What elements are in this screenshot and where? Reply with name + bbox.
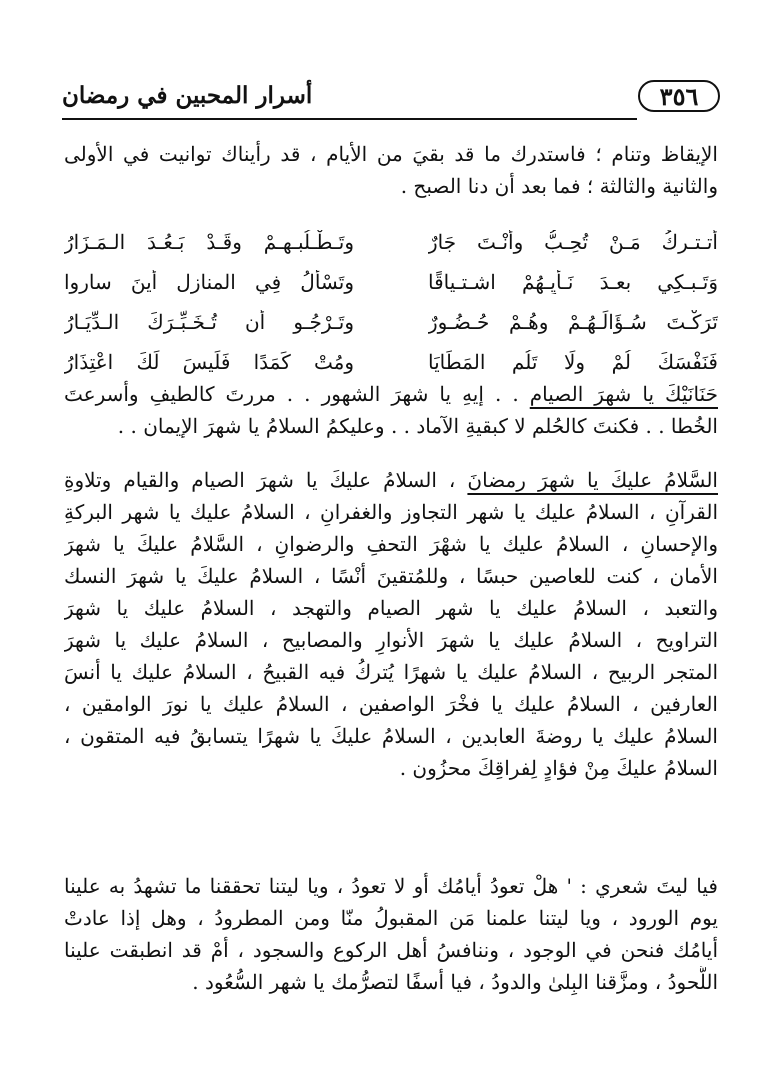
farewell-paragraph: [64, 378, 718, 442]
poem-verse: [64, 302, 718, 342]
poem-second-hemistich: وتَـطْـلُبـهـمْ وقَـدْ بَـعُـدَ الـمَـزَارُ: [64, 230, 354, 254]
text-line: المتجر الربيح ، السلامُ عليك يا شهرًا يُتركُ فيه القبيحُ ، السلامُ عليك يا أنسَ: [64, 660, 718, 684]
text-line: السلامُ عليك يا روضةَ العابدين ، السلامُ عليكَ يا شهرًا يتسابقُ فيه المتقون ،: [64, 724, 718, 748]
underlined-phrase: السَّلامُ عليكَ يا شهرَ رمضانَ: [467, 468, 718, 492]
poem-verse: [64, 342, 718, 382]
poem-first-hemistich: أَتـتـركُ مَـنْ تُحِـبُّ وأنْـتَ جَارٌ: [428, 230, 718, 254]
text-segment: . . إيهِ يا شهرَ الشهور . . مررتَ كالطيفِ وأسرعتَ: [64, 382, 530, 406]
salam-paragraph: [64, 464, 718, 784]
page-header: [62, 78, 720, 118]
text-segment: ، السلامُ عليكَ يا شهرَ الصيام والقيام وتلاوةِ: [64, 468, 468, 492]
poem-second-hemistich: وتَسْأَلُ فِي المنازِلِ أينَ ساروا: [64, 270, 354, 294]
text-line: [64, 464, 718, 496]
header-divider: [62, 118, 637, 120]
poem-first-hemistich: تَرَكْـتَ سُـؤَالَـهُـمْ وهُـمْ حُـضُـورٌ: [428, 310, 718, 334]
text-line: أيامُك فنحن في الوجود ، وننافسُ أهل الركوع والسجود ، أمْ قد انطبقت علينا: [64, 938, 718, 962]
text-line: والتعبد ، السلامُ عليك يا شهر الصيام والتهجد ، السلامُ عليك يا شهرَ: [64, 596, 718, 620]
underlined-phrase: حَنَانَيْكَ يا شهرَ الصيام: [529, 382, 718, 406]
text-line: التراويح ، السلامُ عليك يا شهرَ الأنوارِ والمصابيح ، السلامُ عليك يا شهرَ: [64, 628, 718, 652]
text-line: فيا ليتَ شعري : ' هلْ تعودُ أيامُك أو لا تعودُ ، ويا ليتنا تحققنا ما تشهدُ به علينا: [64, 874, 718, 898]
poem-second-hemistich: وتَـرْجُـو أن تُـخَـبِّـرَكَ الـدِّيَـارُ: [64, 310, 354, 334]
intro-paragraph: [64, 138, 718, 202]
poem-first-hemistich: فَنَفْسَكَ لُمْ ولَا تَلُمِ المَطَايَا: [428, 350, 718, 374]
text-line: اللُّحودُ ، ومزَّقنا البِلىٰ والدودُ ، فيا أسفًا لتصرُّمك يا شهر السُّعُود .: [192, 970, 718, 994]
text-line: السلامُ عليكَ مِنْ فؤادٍ لِفراقِكَ محزُون .: [399, 756, 718, 780]
final-paragraph: [64, 870, 718, 998]
text-line: الأمان ، كنت للعاصين حبسًا ، وللمُتقينَ أنْسًا ، السلامُ عليكَ يا شهرَ النسك: [64, 564, 718, 588]
text-line: الإيقاظ وتنام ؛ فاستدرك ما قد بقيَ من الأيام ، قد رأيناك توانيت في الأولى: [64, 142, 718, 166]
page-number: ٣٥٦: [659, 81, 699, 111]
book-title: أسرار المحبين في رمضان: [62, 82, 313, 109]
text-line: العارفين ، السلامُ عليك يا فخْرَ الواصفين ، السلامُ عليك يا نورَ الوامقين ،: [64, 692, 718, 716]
poem-verse: [64, 262, 718, 302]
poem-second-hemistich: ومُتْ كَمَدًا فَلَيسَ لَكَ اعْتِذَارُ: [64, 350, 354, 374]
text-line: [64, 378, 718, 410]
text-line: يوم الورود ، ويا ليتنا علمنا مَن المقبولُ منّا ومن المطرودُ ، وهل إذا عادتْ: [64, 906, 718, 930]
poem-first-hemistich: وَتَـبـكِي بعـدَ نَـأْيِـهُمْ اشـتـياقًا: [428, 270, 718, 294]
poem: [64, 222, 718, 382]
text-line: القرآنِ ، السلامُ عليك يا شهر التجاوز والغفرانِ ، السلامُ عليك يا شهر البركةِ: [64, 500, 718, 524]
text-line: والثانية والثالثة ؛ فما بعد أن دنا الصبح .: [400, 174, 718, 198]
text-line: الخُطا . . فكنتَ كالحُلم لا كبقيةِ الآماد . . وعليكمُ السلامُ يا شهرَ الإيمان . .: [117, 414, 718, 438]
poem-verse: [64, 222, 718, 262]
page-number-badge: [638, 80, 720, 112]
text-line: والإحسانِ ، السلامُ عليك يا شهْرَ التحفِ والرضوانِ ، السَّلامُ عليكَ يا شهرَ: [64, 532, 718, 556]
